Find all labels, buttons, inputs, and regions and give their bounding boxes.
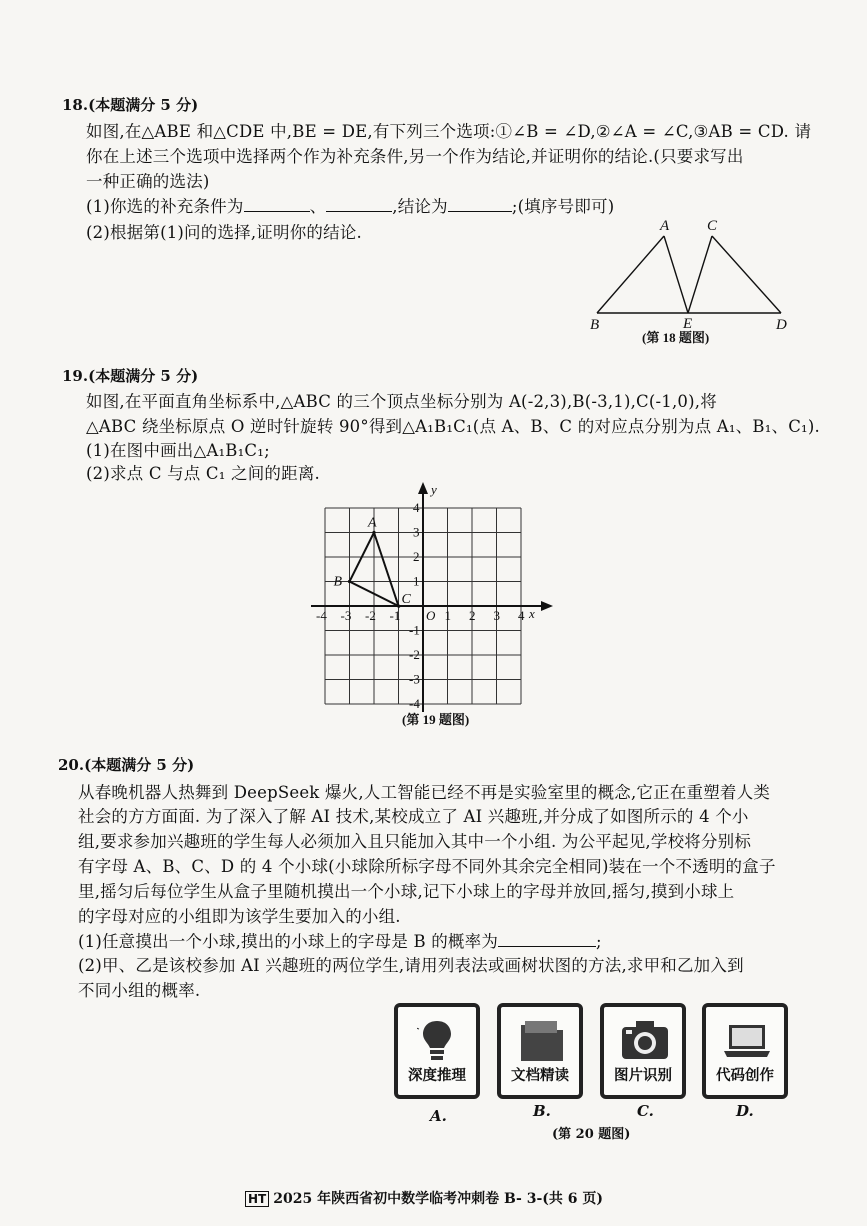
- q20-card-a-label: 深度推理: [408, 1067, 466, 1084]
- q20-part1-end: ;: [596, 932, 602, 951]
- publisher-logo: HT: [245, 1191, 269, 1207]
- q18-part1-text: (1)你选的补充条件为: [86, 197, 244, 216]
- q19-coordinate-grid: [310, 478, 580, 728]
- q18-part2: (2)根据第(1)问的选择,证明你的结论.: [86, 223, 362, 242]
- q18-text-line2: 你在上述三个选项中选择两个作为补充条件,另一个作为结论,并证明你的结论.(只要求写出: [86, 147, 744, 166]
- q18-segment-ab: [597, 236, 664, 313]
- q18-label-d: D: [776, 317, 787, 333]
- q20-card-d: [702, 1003, 788, 1099]
- q18-part1: [86, 193, 614, 217]
- q18-triangle-figure: [580, 212, 800, 350]
- vertex-point-c: [397, 604, 400, 607]
- x-tick-label: -3: [340, 608, 352, 623]
- q19-axes: [311, 482, 553, 712]
- q20-text-line2: 社会的方方面面. 为了深入了解 AI 技术,某校成立了 AI 兴趣班,并分成了如图所示的 4 个小: [78, 807, 749, 826]
- q20-card-b-letter: B.: [533, 1102, 551, 1120]
- x-tick-label: 2: [469, 608, 476, 623]
- q18-condition-blank-2[interactable]: [326, 210, 392, 212]
- q20-header: 20.(本题满分 5 分): [58, 756, 195, 774]
- q20-card-b-label: 文档精读: [511, 1067, 569, 1084]
- y-tick-label: 4: [413, 500, 420, 515]
- q18-label-e: E: [683, 316, 693, 332]
- camera-icon: [620, 1015, 670, 1065]
- x-axis-label: x: [529, 606, 535, 621]
- y-tick-label: -4: [409, 696, 420, 711]
- y-tick-label: 2: [413, 549, 420, 564]
- q18-part1-conclusion-text: ,结论为: [392, 197, 448, 216]
- q19-header: 19.(本题满分 5 分): [62, 367, 199, 385]
- q20-card-a-letter: A.: [430, 1107, 447, 1125]
- q20-card-c: [600, 1003, 686, 1099]
- q19-figure-caption: (第 19 题图): [402, 712, 470, 727]
- vertex-label-b: B: [333, 574, 343, 590]
- x-tick-label: 3: [493, 608, 500, 623]
- q20-text-line1: 从春晚机器人热舞到 DeepSeek 爆火,人工智能已经不再是实验室里的概念,它正在重塑着人类: [78, 783, 771, 802]
- q20-card-c-letter: C.: [637, 1102, 654, 1120]
- q19-part1: (1)在图中画出△A₁B₁C₁;: [86, 441, 270, 460]
- x-tick-label: 4: [518, 608, 525, 623]
- q20-text-line5: 里,摇匀后每位学生从盒子里随机摸出一个小球,记下小球上的字母并放回,摇匀,摸到小球上: [78, 882, 735, 901]
- y-tick-label: -2: [409, 647, 420, 662]
- q18-figure-caption: (第 18 题图): [642, 330, 710, 345]
- vertex-label-c: C: [401, 592, 411, 607]
- x-tick-label: 1: [444, 608, 451, 623]
- page-footer: [245, 1188, 603, 1208]
- q18-condition-blank-1[interactable]: [244, 210, 310, 212]
- y-axis-arrow: [418, 482, 428, 494]
- vertex-point-a: [372, 531, 375, 534]
- q18-part1-note: ;(填序号即可): [511, 197, 615, 216]
- q20-card-d-label: 代码创作: [716, 1067, 774, 1084]
- q18-conclusion-blank[interactable]: [448, 210, 512, 212]
- q20-card-c-label: 图片识别: [614, 1067, 672, 1084]
- q20-text-line6: 的字母对应的小组即为该学生要加入的小组.: [78, 907, 401, 926]
- origin-label: O: [426, 608, 436, 623]
- q20-part2-line1: (2)甲、乙是该校参加 AI 兴趣班的两位学生,请用列表法或画树状图的方法,求甲和乙加入到: [78, 956, 744, 975]
- footer-text: 2025 年陕西省初中数学临考冲刺卷 B- 3-(共 6 页): [273, 1191, 604, 1207]
- q18-label-b: B: [590, 317, 600, 333]
- vertex-label-a: A: [368, 515, 377, 531]
- y-tick-label: -1: [409, 622, 420, 638]
- q19-text-line1: 如图,在平面直角坐标系中,△ABC 的三个顶点坐标分别为 A(-2,3),B(-3,1),C(-1,0),将: [86, 392, 717, 411]
- x-axis-arrow: [541, 601, 553, 611]
- q20-text-line4: 有字母 A、B、C、D 的 4 个小球(小球除所标字母不同外其余完全相同)装在一个不透明的盒子: [78, 857, 776, 876]
- q20-card-a: [394, 1003, 480, 1099]
- y-tick-label: -3: [409, 671, 420, 687]
- y-tick-label: 1: [413, 573, 420, 589]
- q20-card-b: [497, 1003, 583, 1099]
- x-tick-label: -2: [365, 608, 376, 623]
- q18-header: 18.(本题满分 5 分): [62, 96, 199, 114]
- q20-text-line3: 组,要求参加兴趣班的学生每人必须加入且只能加入其中一个小组. 为公平起见,学校将分别标: [78, 832, 752, 851]
- q19-text-line2: △ABC 绕坐标原点 O 逆时针旋转 90°得到△A₁B₁C₁(点 A、B、C 的对应点分别为点 A₁、B₁、C₁).: [86, 417, 820, 436]
- q20-figure-caption: (第 20 题图): [552, 1127, 631, 1142]
- y-tick-label: 3: [413, 524, 420, 540]
- q18-segment-ec: [688, 236, 712, 313]
- laptop-icon: [722, 1015, 772, 1065]
- q18-label-c: C: [707, 218, 718, 234]
- q18-segment-ae: [664, 236, 688, 313]
- y-axis-label: y: [431, 482, 437, 497]
- q18-segment-cd: [712, 236, 781, 313]
- q20-probability-blank[interactable]: [498, 945, 596, 947]
- q19-triangle-abc: [334, 516, 412, 608]
- q18-part1-separator: 、: [309, 197, 327, 216]
- q20-part1: [78, 928, 602, 952]
- q18-label-a: A: [660, 218, 670, 234]
- vertex-point-b: [348, 580, 351, 583]
- q19-part2: (2)求点 C 与点 C₁ 之间的距离.: [86, 464, 320, 483]
- q18-figure-lines: [597, 236, 781, 313]
- lightbulb-icon: [417, 1015, 457, 1065]
- q18-text-line1: 如图,在△ABE 和△CDE 中,BE = DE,有下列三个选项:①∠B = ∠D,②∠A = ∠C,③AB = CD. 请: [86, 122, 812, 141]
- folder-icon: [517, 1015, 567, 1065]
- q20-part2-line2: 不同小组的概率.: [78, 981, 201, 1000]
- x-tick-label: -4: [316, 608, 327, 623]
- x-tick-label: -1: [389, 608, 401, 623]
- q20-part1-text: (1)任意摸出一个小球,摸出的小球上的字母是 B 的概率为: [78, 932, 499, 951]
- q20-card-d-letter: D.: [736, 1102, 754, 1120]
- q18-text-line3: 一种正确的选法): [86, 172, 210, 191]
